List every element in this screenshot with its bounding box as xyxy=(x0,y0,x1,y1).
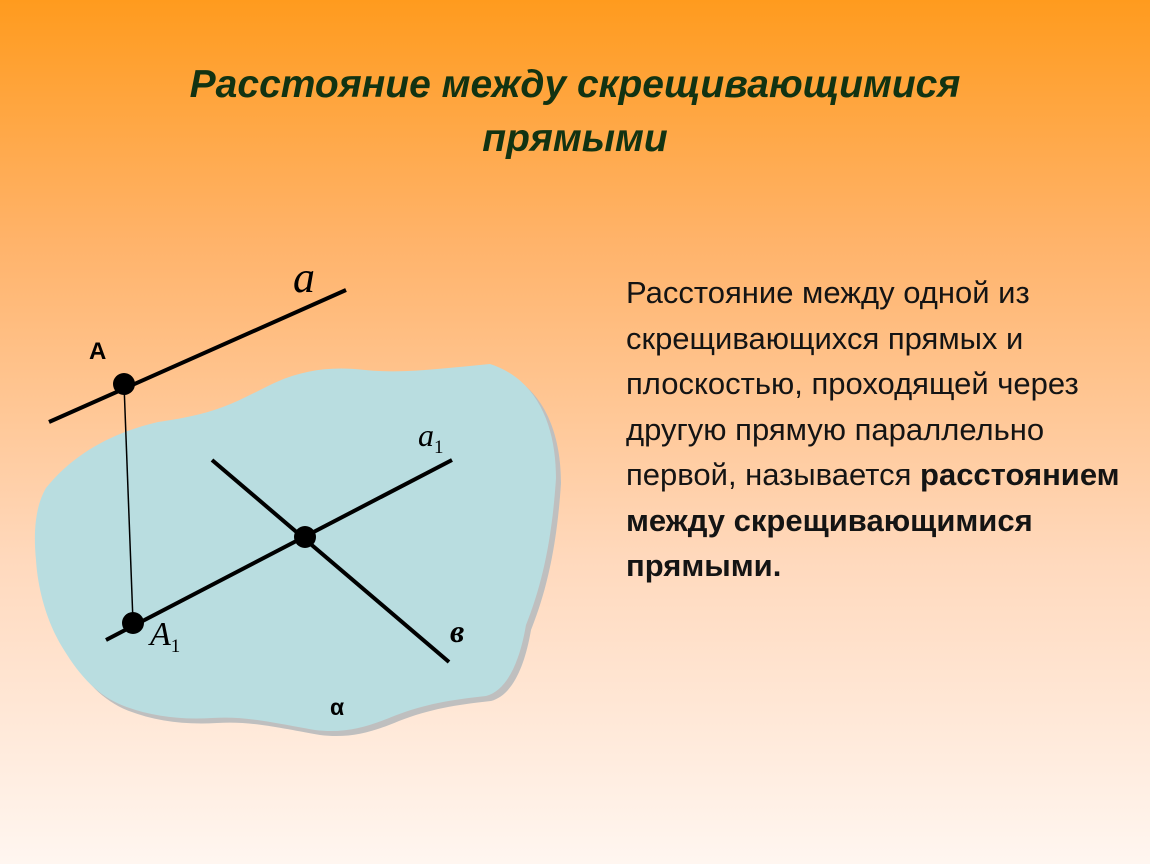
point-A1 xyxy=(122,612,144,634)
point-intersection xyxy=(294,526,316,548)
slide-title-line1: Расстояние между скрещивающимися xyxy=(189,63,961,106)
definition-plain: Расстояние между одной из скрещивающихся прямых и плоскостью, проходящей через другую прямую параллельно первой, называется xyxy=(626,275,1079,492)
label-alpha: α xyxy=(330,694,345,720)
label-b: в xyxy=(450,613,465,649)
point-A xyxy=(113,373,135,395)
definition-text xyxy=(626,270,1136,589)
label-A: A xyxy=(89,338,107,365)
slide-title-line2: прямыми xyxy=(482,117,668,160)
plane-alpha xyxy=(35,364,556,731)
label-A1: $A_1$ xyxy=(150,616,181,657)
label-a1: $a_1$ xyxy=(418,417,444,458)
definition-bold: расстоянием между скрещивающимися прямыми. xyxy=(626,457,1120,583)
label-a: a xyxy=(293,253,315,302)
